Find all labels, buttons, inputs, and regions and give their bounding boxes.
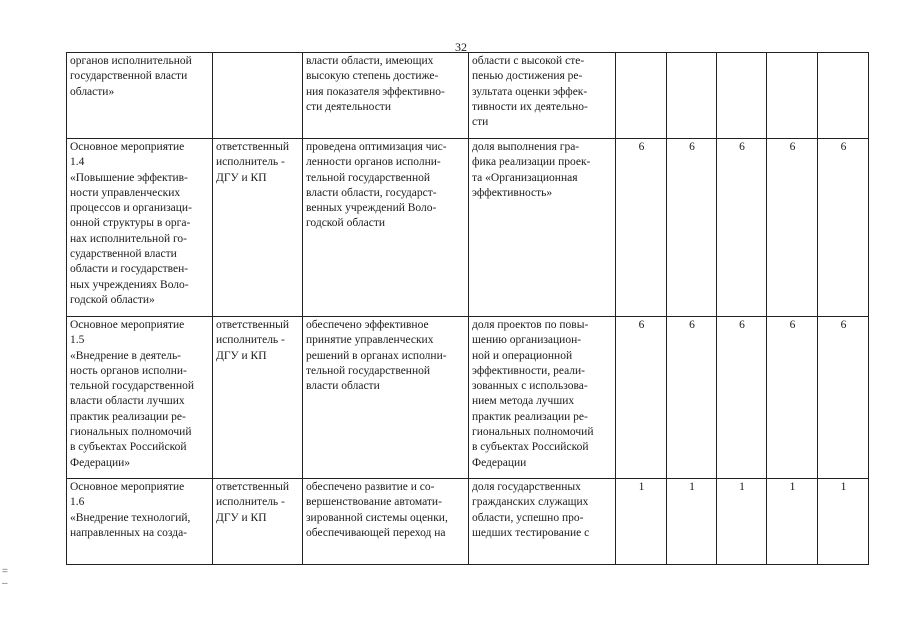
indicator-cell-text: доля государственных гражданских служащих области, успешно про- шедших тестирование с [472, 481, 590, 539]
executor-cell [213, 53, 303, 139]
value-cell: 6 [767, 139, 818, 317]
indicator-cell-text: доля проектов по повы- шению организацион- ной и операционной эффективности, реали- зованных с использова- нием метода лучших практик реализации ре- гиональных полномочий в субъектах Российской Федерации [472, 319, 594, 469]
value-cell: 6 [767, 317, 818, 479]
table-row [67, 53, 869, 139]
expected-result-cell-text: обеспечено развитие и со- вершенствование автомати- зированной системы оценки, обеспечивающей переход на [306, 481, 448, 539]
indicator-cell [469, 53, 616, 139]
value-cell [717, 53, 767, 139]
indicator-cell-text: доля выполнения гра- фика реализации проек- та «Организационная эффективность» [472, 141, 591, 199]
value-cell: 6 [717, 139, 767, 317]
measure-name-cell-text: Основное мероприятие 1.5 «Внедрение в деятель- ность органов исполни- тельной государственной власти области лучших практик реализации ре- гиональных полномочий в субъектах Российской Федерации» [70, 319, 195, 469]
table-row [67, 317, 869, 479]
measure-name-cell-text: Основное мероприятие 1.6 «Внедрение технологий, направленных на созда- [70, 481, 191, 539]
table-row [67, 479, 869, 565]
executor-cell-text: ответственный исполнитель - ДГУ и КП [216, 319, 290, 362]
executor-cell [213, 139, 303, 317]
page-number: 32 [455, 40, 467, 54]
value-cell: 6 [667, 317, 717, 479]
value-cell: 1 [616, 479, 667, 565]
value-cell [616, 53, 667, 139]
indicator-cell [469, 139, 616, 317]
value-cell: 6 [667, 139, 717, 317]
table-row [67, 139, 869, 317]
expected-result-cell [303, 53, 469, 139]
measure-name-cell [67, 53, 213, 139]
expected-result-cell [303, 479, 469, 565]
expected-result-cell-text: обеспечено эффективное принятие управленческих решений в органах исполни- тельной государственной власти области [306, 319, 447, 393]
measures-table [66, 52, 869, 565]
margin-mark: = [2, 566, 8, 577]
indicator-cell [469, 317, 616, 479]
measure-name-cell-text: органов исполнительной государственной власти области» [70, 55, 192, 98]
value-cell: 6 [818, 139, 869, 317]
indicator-cell-text: области с высокой сте- пенью достижения ре- зультата оценки эффек- тивности их деятельно- сти [472, 55, 588, 129]
executor-cell-text: ответственный исполнитель - ДГУ и КП [216, 481, 290, 524]
measure-name-cell [67, 317, 213, 479]
margin-mark: – [2, 578, 8, 589]
expected-result-cell [303, 317, 469, 479]
value-cell: 6 [818, 317, 869, 479]
value-cell: 1 [667, 479, 717, 565]
value-cell: 6 [616, 317, 667, 479]
value-cell: 6 [717, 317, 767, 479]
indicator-cell [469, 479, 616, 565]
expected-result-cell-text: власти области, имеющих высокую степень достиже- ния показателя эффективно- сти деятельности [306, 55, 445, 113]
value-cell [767, 53, 818, 139]
executor-cell [213, 479, 303, 565]
measure-name-cell [67, 139, 213, 317]
executor-cell [213, 317, 303, 479]
value-cell: 6 [616, 139, 667, 317]
expected-result-cell-text: проведена оптимизация чис- ленности органов исполни- тельной государственной власти области, государст- венных учреждений Воло- годской области [306, 141, 447, 230]
measure-name-cell-text: Основное мероприятие 1.4 «Повышение эффектив- ности управленческих процессов и организаци- онной структуры в орга- нах исполнительной го- сударственной власти области и государствен- ных учреждениях Воло- годской области» [70, 141, 192, 306]
value-cell: 1 [818, 479, 869, 565]
value-cell [667, 53, 717, 139]
value-cell [818, 53, 869, 139]
value-cell: 1 [717, 479, 767, 565]
executor-cell-text: ответственный исполнитель - ДГУ и КП [216, 141, 290, 184]
expected-result-cell [303, 139, 469, 317]
value-cell: 1 [767, 479, 818, 565]
measure-name-cell [67, 479, 213, 565]
